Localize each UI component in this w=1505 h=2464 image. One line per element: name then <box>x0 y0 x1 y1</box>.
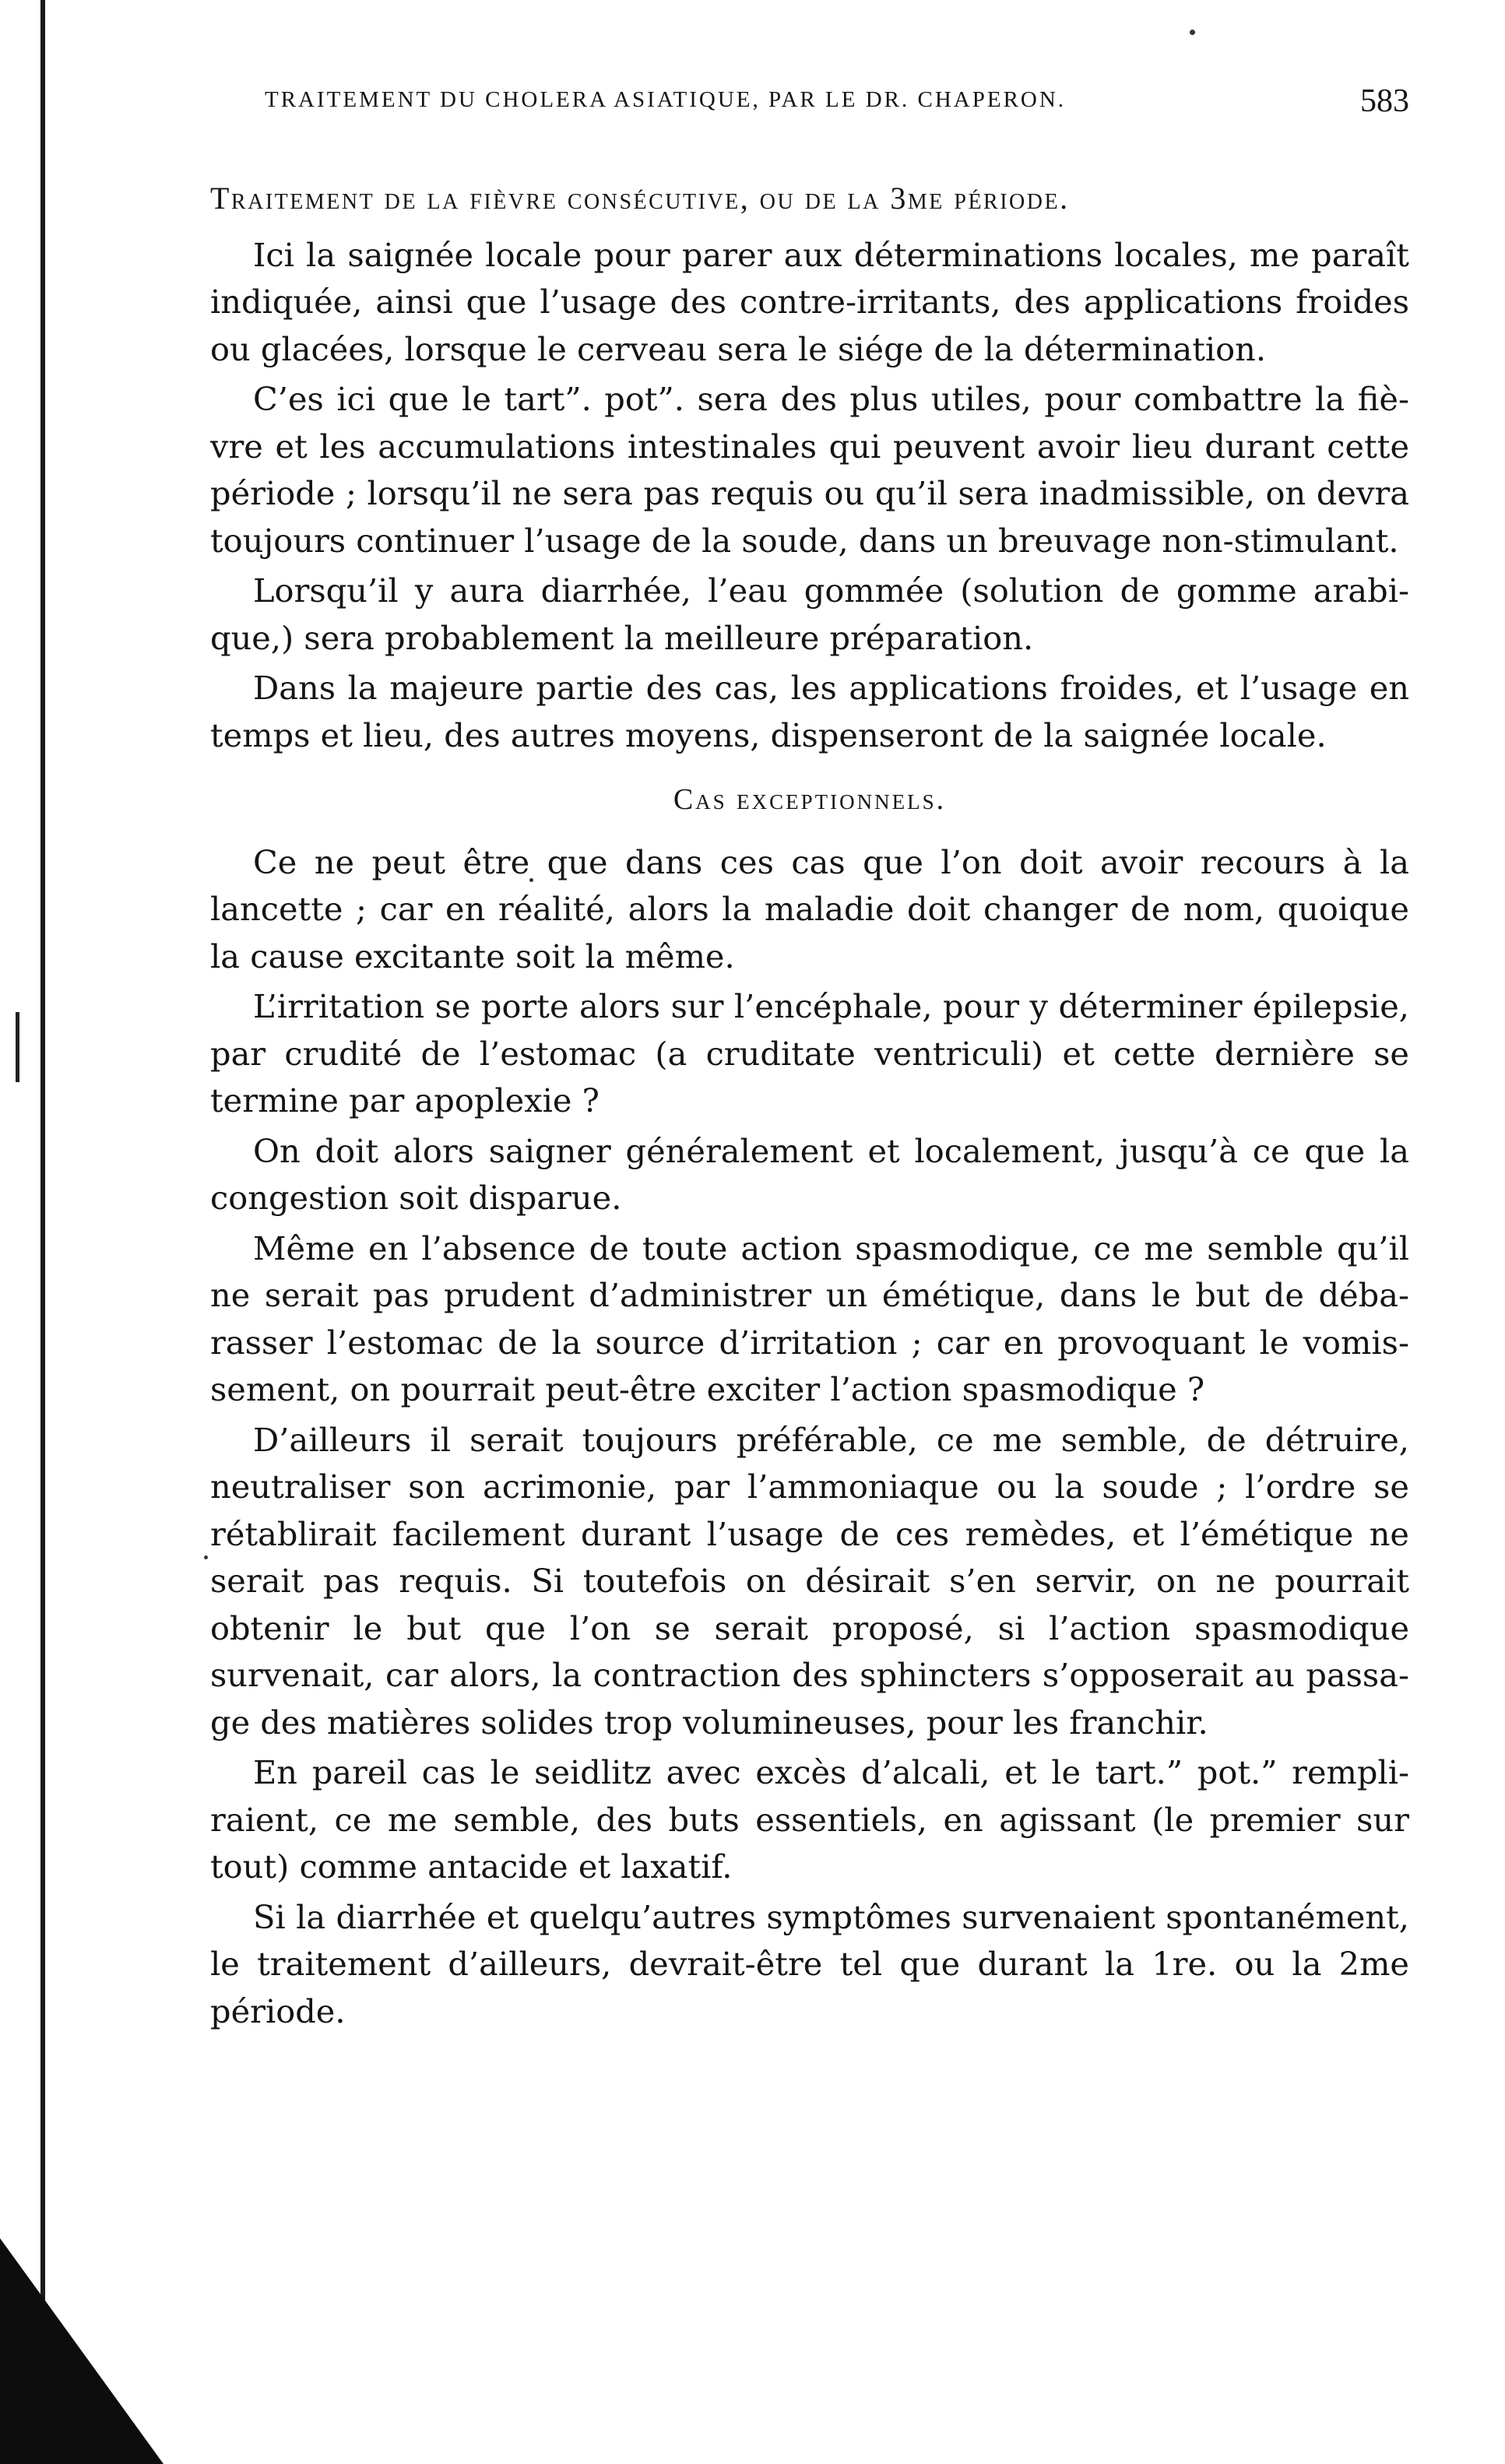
paragraph: Dans la majeure partie des cas, les applications froides, et l’usage en temps et lieu, des autres moyens, dispenseront de la saignée locale. <box>210 669 1409 754</box>
paragraph: On doit alors saigner généralement et localement, jusqu’à ce que la congestion soit disparue. <box>210 1131 1409 1217</box>
page-edge-shadow <box>40 0 45 2390</box>
paragraph: Même en l’absence de toute action spasmodique, ce me semble qu’il ne serait pas prudent d’administrer un émétique, dans le but de débarasser l’estomac de la source d’irritation ; car en provoquant le vomissement, on pourrait peut-être exciter l’action spasmodique ? <box>210 1228 1409 1408</box>
paragraph: Lorsqu’il y aura diarrhée, l’eau gommée (solution de gomme arabique,) sera probablement la meilleure préparation. <box>210 571 1409 657</box>
running-head <box>265 83 1409 119</box>
subsection-heading: Cas exceptionnels. <box>673 783 947 816</box>
page-number: 583 <box>1360 83 1409 119</box>
section-heading: Traitement de la fièvre consécutive, ou de la 3me période. <box>210 181 1070 216</box>
page-body <box>210 175 1409 2038</box>
running-title: TRAITEMENT DU CHOLERA ASIATIQUE, PAR LE DR. CHAPERON. <box>265 87 1067 112</box>
scan-mark <box>16 1012 19 1082</box>
paragraph: En pareil cas le seidlitz avec excès d’alcali, et le tart.” pot.” rempliraient, ce me semble, des buts essentiels, en agissant (le premier sur tout) comme antacide et laxatif. <box>210 1753 1409 1886</box>
paragraph: Ici la saignée locale pour parer aux déterminations locales, me paraît indiquée, ainsi que l’usage des contre-irritants, des applications froides ou glacées, lorsque le cerveau sera le siége de la détermination. <box>210 235 1409 368</box>
page-corner-shadow <box>0 2238 164 2464</box>
paragraph: C’es ici que le tart”. pot”. sera des plus utiles, pour combattre la fièvre et les accumulations intestinales qui peuvent avoir lieu durant cette période ; lorsqu’il ne sera pas requis ou qu’il sera inadmissible, on devra toujours continuer l’usage de la soude, dans un breuvage non-stimulant. <box>210 380 1409 560</box>
paragraph: Ce ne peut être que dans ces cas que l’on doit avoir recours à la lancette ; car en réalité, alors la maladie doit changer de nom, quoique la cause excitante soit la même. <box>210 842 1409 975</box>
paragraph: Si la diarrhée et quelqu’autres symptômes survenaient spontanément, le traitement d’ailleurs, devrait-être tel que durant la 1re. ou la 2me période. <box>210 1897 1409 2030</box>
scan-speck <box>204 1555 208 1559</box>
paragraph: L’irritation se porte alors sur l’encéphale, pour y déterminer épilepsie, par crudité de l’estomac (a cruditate ventriculi) et cette dernière se termine par apoplexie ? <box>210 987 1409 1120</box>
paragraph: D’ailleurs il serait toujours préférable, ce me semble, de détruire, neutraliser son acrimonie, par l’ammoniaque ou la soude ; l’ordre se rétablirait facilement durant l’usage de ces remèdes, et l’émétique ne serait pas requis. Si toutefois on désirait s’en servir, on ne pourrait obtenir le but que l’on se serait proposé, si l’action spasmodique survenait, car alors, la contraction des sphincters s’opposerait au passage des matières solides trop volumineuses, pour les franchir. <box>210 1420 1409 1742</box>
scan-speck <box>1190 30 1195 35</box>
